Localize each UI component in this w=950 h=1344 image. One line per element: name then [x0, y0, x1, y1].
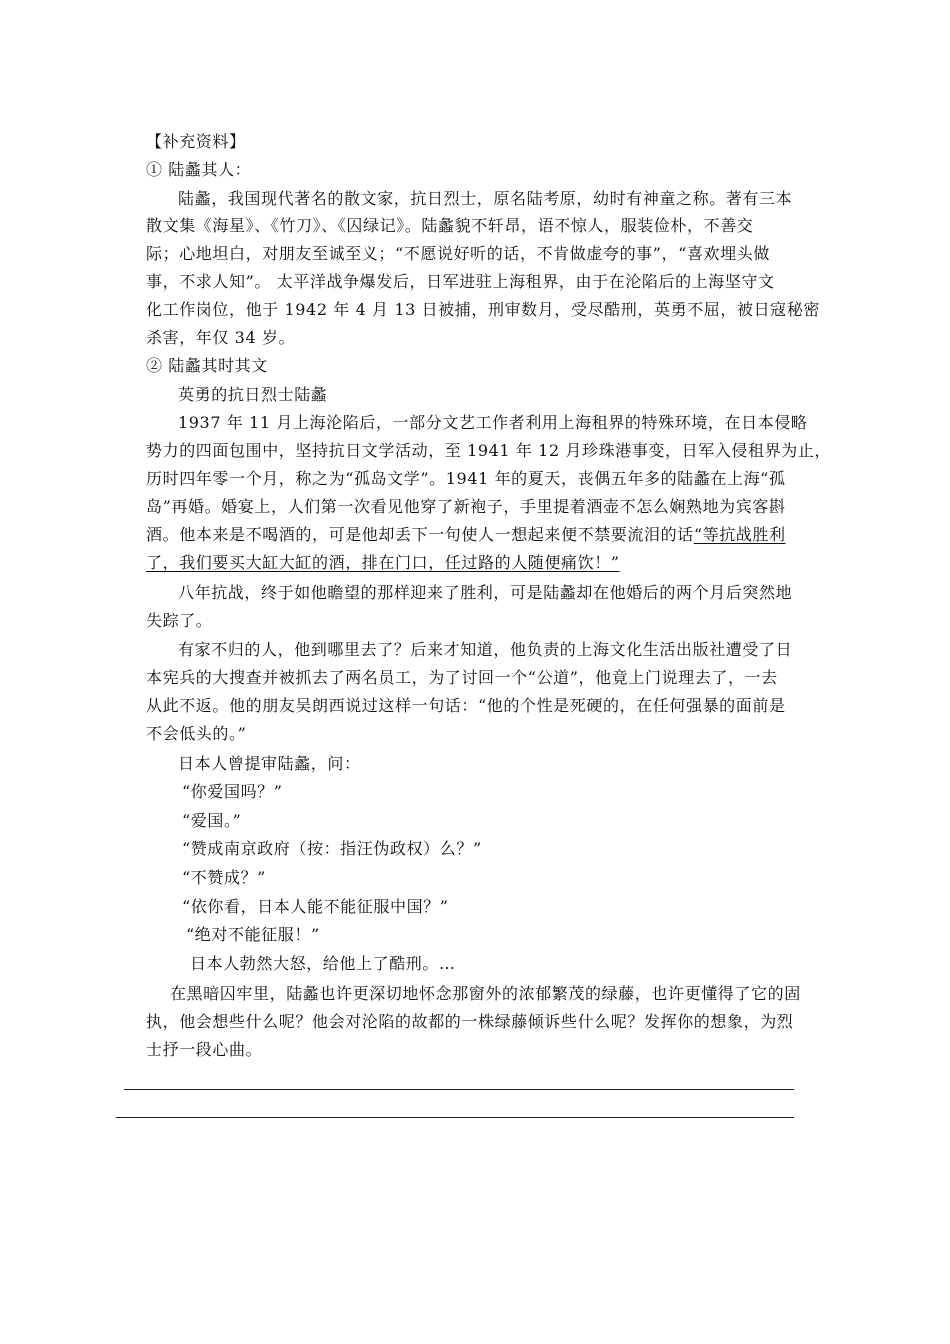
answer-line[interactable] — [116, 1117, 794, 1118]
paragraph-text: 酒。他本来是不喝酒的，可是他却丢下一句使人一想起来便不禁要流泪的话 — [146, 525, 694, 544]
underlined-quote: “等抗战胜利 — [693, 525, 786, 544]
dialogue-line: “绝对不能征服！” — [186, 925, 320, 944]
part1-line: 散文集《海星》、《竹刀》、《囚绿记》。陆蠡貌不轩昂，语不惊人，服装俭朴，不善交 — [146, 216, 754, 235]
section-heading: 【补充资料】 — [146, 132, 246, 151]
part1-line: 陆蠡，我国现代著名的散文家，抗日烈士，原名陆考原，幼时有神童之称。著有三本 — [178, 189, 793, 208]
paragraph-line: 岛”再婚。婚宴上，人们第一次看见他穿了新袍子，手里提着酒壶不怎么娴熟地为宾客斟 — [146, 497, 786, 516]
part1-heading: ① 陆蠡其人： — [146, 160, 252, 179]
part1-line: 杀害，年仅 34 岁。 — [146, 328, 296, 347]
dialogue-line: “赞成南京政府（按：指汪伪政权）么？” — [182, 839, 482, 858]
article-subtitle: 英勇的抗日烈士陆蠡 — [178, 385, 328, 404]
dialogue-line: “爱国。” — [182, 811, 242, 830]
paragraph-line — [146, 553, 806, 573]
paragraph-line: 从此不返。他的朋友吴朗西说过这样一句话：“他的个性是死硬的，在任何强暴的面前是 — [146, 696, 786, 715]
dialogue-line: 日本人勃然大怒，给他上了酷刑。… — [190, 954, 456, 973]
part2-heading: ② 陆蠡其时其文 — [146, 356, 268, 375]
paragraph-line: 失踪了。 — [146, 611, 213, 630]
paragraph-line: 本宪兵的大搜查并被抓去了两名员工，为了讨回一个“公道”，他竟上门说理去了，一去 — [146, 668, 778, 687]
paragraph-line: 有家不归的人，他到哪里去了？后来才知道，他负责的上海文化生活出版社遭受了日 — [178, 640, 793, 659]
dialogue-line: “不赞成？” — [182, 868, 266, 887]
dialogue-line: “依你看，日本人能不能征服中国？” — [182, 897, 449, 916]
prompt-line: 士抒一段心曲。 — [146, 1040, 263, 1059]
paragraph-line: 1937 年 11 月上海沦陷后，一部分文艺工作者利用上海租界的特殊环境，在日本侵略 — [178, 413, 808, 432]
part1-line: 化工作岗位，他于 1942 年 4 月 13 日被捕，刑审数月，受尽酷刑，英勇不屈，被日寇秘密 — [146, 300, 820, 319]
part1-line: 际；心地坦白，对朋友至诚至义；“不愿说好听的话，不肯做虚夸的事”，“喜欢埋头做 — [146, 244, 770, 263]
part1-line: 事，不求人知”。 太平洋战争爆发后，日军进驻上海租界，由于在沦陷后的上海坚守文 — [146, 272, 775, 291]
underlined-quote: 了，我们要买大缸大缸的酒，排在门口，任过路的人随便痛饮！” — [146, 553, 620, 572]
paragraph-line: 八年抗战，终于如他瞻望的那样迎来了胜利，可是陆蠡却在他婚后的两个月后突然地 — [178, 583, 793, 602]
answer-line[interactable] — [124, 1089, 794, 1090]
paragraph-line: 不会低头的。” — [146, 724, 247, 743]
interrogation-intro: 日本人曾提审陆蠡，问： — [178, 754, 361, 773]
paragraph-line — [146, 525, 806, 545]
prompt-line: 在黑暗囚牢里，陆蠡也许更深切地怀念那窗外的浓郁繁茂的绿藤，也许更懂得了它的固 — [170, 984, 801, 1003]
dialogue-line: “你爱国吗？” — [182, 782, 283, 801]
prompt-line: 执，他会想些什么呢？他会对沦陷的故都的一株绿藤倾诉些什么呢？发挥你的想象，为烈 — [146, 1012, 794, 1031]
paragraph-line: 历时四年零一个月，称之为“孤岛文学”。1941 年的夏天，丧偶五年多的陆蠡在上海“孤 — [146, 469, 786, 488]
paragraph-line: 势力的四面包围中，坚持抗日文学活动，至 1941 年 12 月珍珠港事变，日军入侵租界为止， — [146, 441, 832, 460]
